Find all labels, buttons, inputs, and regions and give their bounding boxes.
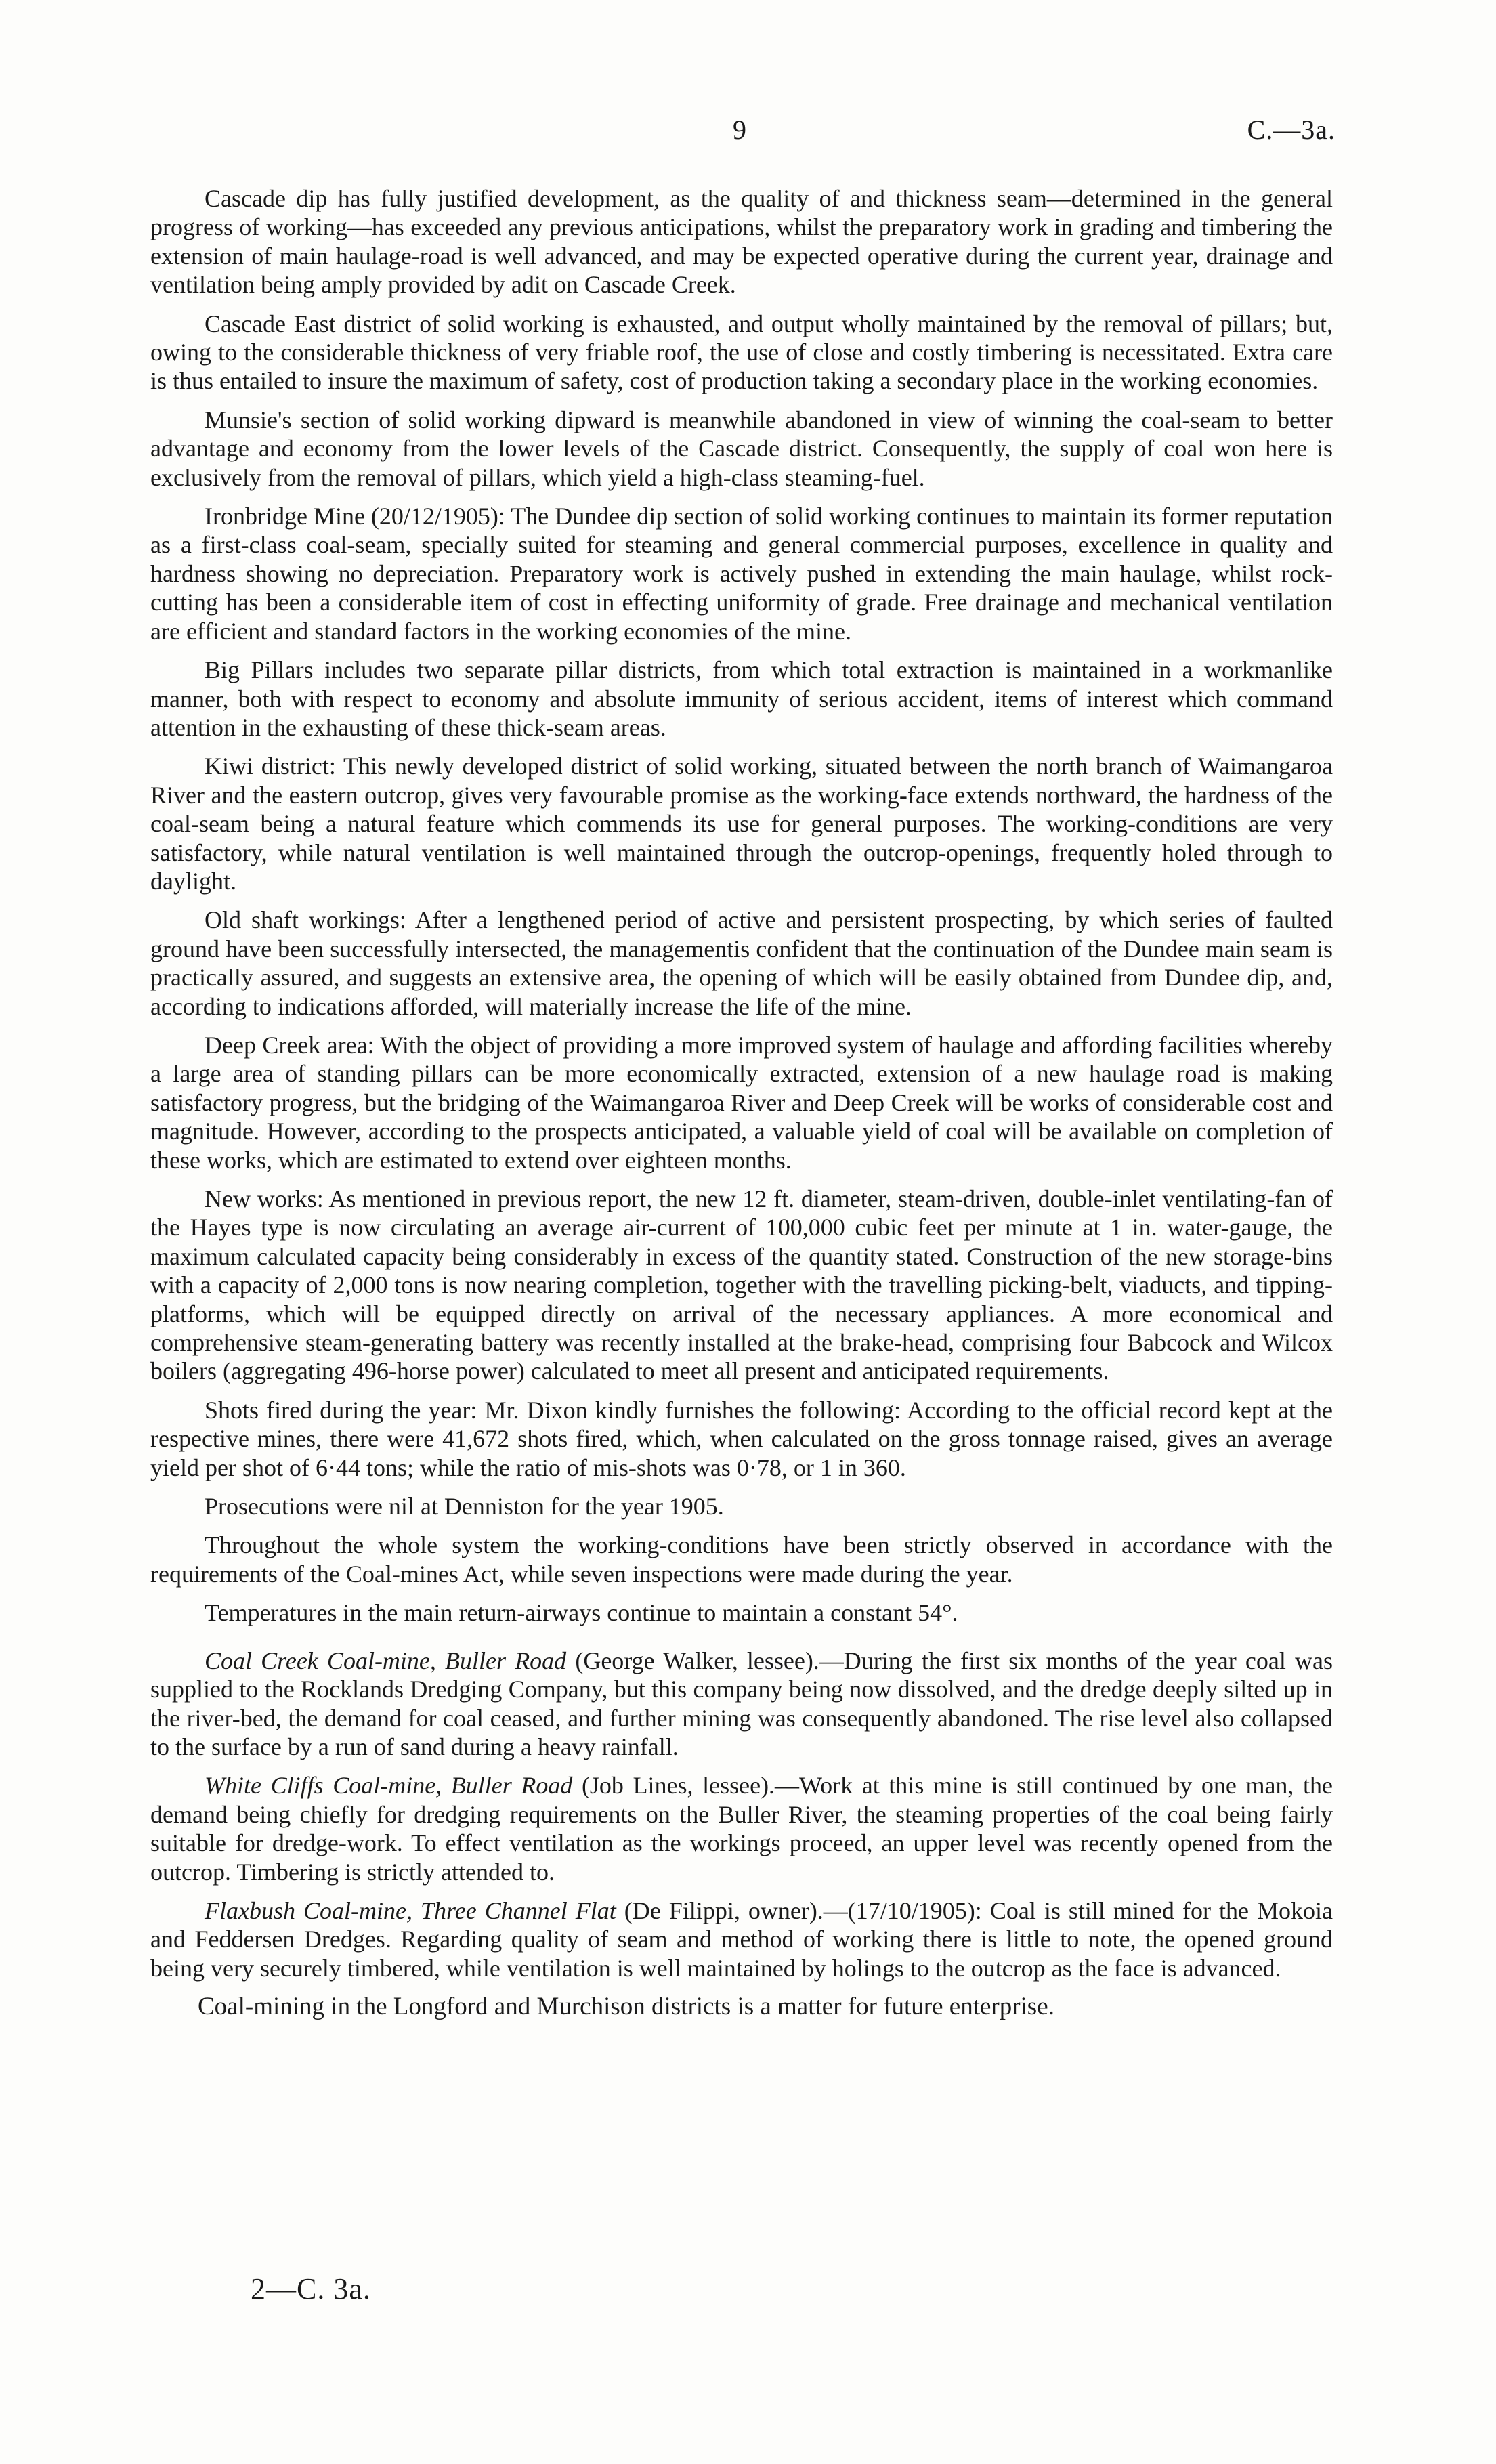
section-title: Coal Creek Coal-mine, Buller Road: [205, 1647, 567, 1674]
paragraph-kiwi-district: Kiwi district: This newly developed district of solid working, situated between the north branch of Waimangaroa River and the eastern outcrop, gives very favourable promise as the working-face extends northward, the hardness of the coal-seam being a natural feature which commends its use for general purposes. The working-conditions are very satisfactory, while natural ventilation is well maintained through the outcrop-openings, frequently holed through to daylight.: [150, 752, 1333, 895]
section-flaxbush: [150, 1896, 1333, 1982]
section-title: White Cliffs Coal-mine, Buller Road: [205, 1772, 573, 1800]
paragraph-temperatures: Temperatures in the main return-airways continue to maintain a constant 54°.: [205, 1599, 958, 1627]
paragraph-shots-fired: Shots fired during the year: Mr. Dixon kindly furnishes the following: According to the official record kept at the respective mines, there were 41,672 shots fired, which, when calculated on the gross tonnage raised, gives an average yield per shot of 6·44 tons; while the ratio of mis-shots was 0·78, or 1 in 360.: [150, 1396, 1333, 1481]
paragraph-deep-creek: Deep Creek area: With the object of providing a more improved system of haulage and affording facilities whereby a large area of standing pillars can be more economically extracted, extension of a new haulage road is making satisfactory progress, but the bridging of the Waimangaroa River and Deep Creek will be works of considerable cost and magnitude. However, according to the prospects anticipated, a valuable yield of coal will be available on completion of these works, which are estimated to extend over eighteen months.: [150, 1031, 1333, 1174]
page-number: 9: [733, 114, 746, 145]
paragraph-big-pillars: Big Pillars includes two separate pillar districts, from which total extraction is maintained in a workmanlike manner, both with respect to economy and absolute immunity of serious accident, items of interest which command attention in the exhausting of these thick-seam areas.: [150, 656, 1333, 741]
section-body: (Job Lines, lessee).—Work at this mine is still continued by one man, the demand being chiefly for dredging requirements on the Buller River, the steaming properties of the coal being fairly suitable for dredge-work. To effect ventilation as the workings proceed, an upper level was recently opened from the outcrop. Timbering is strictly attended to.: [150, 1772, 1333, 1886]
paragraph-working-conditions: Throughout the whole system the working-conditions have been strictly observed in accordance with the requirements of the Coal-mines Act, while seven inspections were made during the year.: [150, 1531, 1333, 1588]
paragraph-ironbridge-mine: Ironbridge Mine (20/12/1905): The Dundee dip section of solid working continues to maintain its former reputation as a first-class coal-seam, specially suited for steaming and general commercial purposes, excellence in quality and hardness showing no depreciation. Preparatory work is actively pushed in extending the main haulage, whilst rock-cutting has been a considerable item of cost in effecting uniformity of grade. Free drainage and mechanical ventilation are efficient and standard factors in the working economies of the mine.: [150, 503, 1333, 645]
closing-line: Coal-mining in the Longford and Murchison districts is a matter for future enterprise.: [198, 1993, 1054, 2021]
section-title: Flaxbush Coal-mine, Three Channel Flat: [205, 1896, 616, 1924]
section-body: (De Filippi, owner).—(17/10/1905): Coal is still mined for the Mokoia and Feddersen Dredges. Regarding quality of seam and method of working there is little to note, the opened ground being very securely timbered, while ventilation is well maintained by holings to the outcrop as the face is advanced.: [150, 1896, 1333, 1982]
paragraph-prosecutions: Prosecutions were nil at Denniston for the year 1905.: [205, 1493, 724, 1521]
section-white-cliffs: [150, 1771, 1333, 1886]
paragraph-cascade-east: Cascade East district of solid working is exhausted, and output wholly maintained by the removal of pillars; but, owing to the considerable thickness of very friable roof, the use of close and costly timbering is necessitated. Extra care is thus entailed to insure the maximum of safety, cost of production taking a secondary place in the working economies.: [150, 310, 1333, 395]
section-body: (George Walker, lessee).—During the first six months of the year coal was supplied to the Rocklands Dredging Company, but this company being now dissolved, and the dredge deeply silted up in the river-bed, the demand for coal ceased, and further mining was consequently abandoned. The rise level also collapsed to the surface by a run of sand during a heavy rainfall.: [150, 1647, 1333, 1760]
paragraph-old-shaft: Old shaft workings: After a lengthened period of active and persistent prospecting, by which series of faulted ground have been successfully intersected, the managementis confident that the continuation of the Dundee main seam is practically assured, and suggests an extensive area, the opening of which will be easily obtained from Dundee dip, and, according to indications afforded, will materially increase the life of the mine.: [150, 906, 1333, 1020]
page-reference: C.—3a.: [1247, 114, 1335, 145]
paragraph-cascade-dip: Cascade dip has fully justified development, as the quality of and thickness seam—determined in the general progress of working—has exceeded any previous anticipations, whilst the preparatory work in grading and timbering the extension of main haulage-road is well advanced, and may be expected operative during the current year, drainage and ventilation being amply provided by adit on Cascade Creek.: [150, 185, 1333, 299]
section-coal-creek: [150, 1647, 1333, 1762]
paragraph-new-works: New works: As mentioned in previous report, the new 12 ft. diameter, steam-driven, double-inlet ventilating-fan of the Hayes type is now circulating an average air-current of 100,000 cubic feet per minute at 1 in. water-gauge, the maximum calculated capacity being considerably in excess of the quantity stated. Construction of the new storage-bins with a capacity of 2,000 tons is now nearing completion, together with the travelling picking-belt, viaducts, and tipping-platforms, which will be equipped directly on arrival of the necessary appliances. A more economical and comprehensive steam-generating battery was recently installed at the brake-head, comprising four Babcock and Wilcox boilers (aggregating 496-horse power) calculated to meet all present and anticipated requirements.: [150, 1185, 1333, 1385]
printer-signature: 2—C. 3a.: [251, 2272, 371, 2306]
paragraph-munsie-section: Munsie's section of solid working dipward is meanwhile abandoned in view of winning the coal-seam to better advantage and economy from the lower levels of the Cascade district. Consequently, the supply of coal won here is exclusively from the removal of pillars, which yield a high-class steaming-fuel.: [150, 406, 1333, 491]
page-header: [0, 114, 1496, 154]
body-text: [150, 184, 1333, 2032]
